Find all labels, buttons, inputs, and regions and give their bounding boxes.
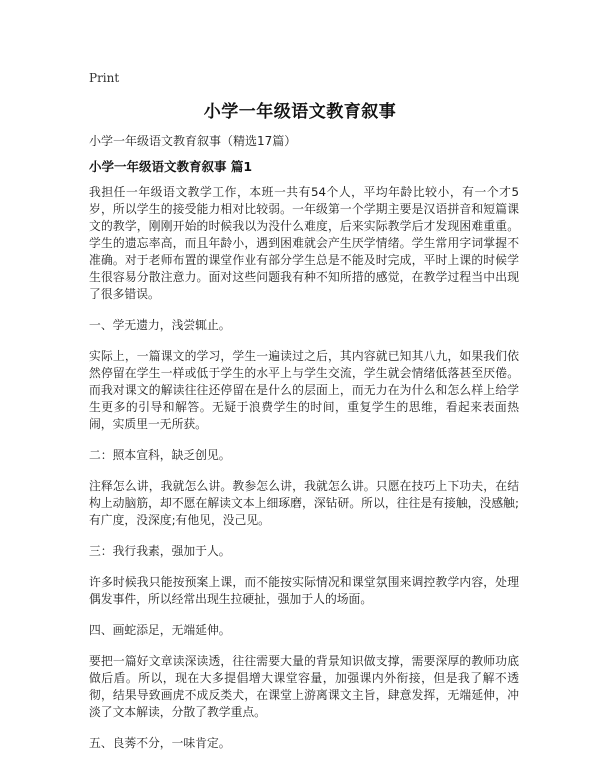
paragraph: 许多时候我只能按预案上课，而不能按实际情况和课堂氛围来调控教学内容，处理偶发事件，所以经常出现生拉硬扯，强加于人的场面。 — [89, 575, 519, 606]
paragraph-heading: 五、良莠不分，一味肯定。 — [89, 736, 231, 750]
document-title: 小学一年级语文教育叙事 — [203, 102, 397, 122]
paragraph-heading: 四、画蛇添足，无端延伸。 — [89, 623, 231, 637]
paragraph: 要把一篇好文章读深读透，往往需要大量的背景知识做支撑，需要深厚的教师功底做后盾。所以，现在大多提倡增大课堂容量，加强课内外衔接，但是我了解不透彻，结果导致画虎不成反类犬，在课堂上游离课文主旨，肆意发挥，无端延伸，冲淡了文本解读，分散了教学重点。 — [89, 654, 519, 719]
document-subtitle: 小学一年级语文教育叙事（精选17篇） — [89, 134, 297, 148]
paragraph: 我担任一年级语文教学工作，本班一共有54个人，平均年龄比较小，有一个才5岁，所以学生的接受能力相对比较弱。一年级第一个学期主要是汉语拼音和短篇课文的教学，刚刚开始的时候我以为没什么难度，后来实际教学后才发现困难重重。学生的遗忘率高，而且年龄小，遇到困难就会产生厌学情绪。学生常用字词掌握不准确。对于老师布置的课堂作业有部分学生总是不能及时完成，平时上课的时候学生很容易分散注意力。面对这些问题我有种不知所措的感觉，在教学过程当中出现了很多错误。 — [89, 185, 519, 301]
paragraph-heading: 二：照本宣科，缺乏创见。 — [89, 448, 231, 462]
paragraph: 注释怎么讲，我就怎么讲。教参怎么讲，我就怎么讲。只愿在技巧上下功夫，在结构上动脑筋，却不愿在解读文本上细琢磨，深钻研。所以，往往是有接触，没感触;有广度，没深度;有他见，没己见。 — [89, 479, 519, 527]
section-heading: 小学一年级语文教育叙事 篇1 — [89, 159, 253, 174]
paragraph: 实际上，一篇课文的学习，学生一遍读过之后，其内容就已知其八九，如果我们依然停留在学生一样或低于学生的水平上与学生交流，学生就会情绪低落甚至厌倦。而我对课文的解读往往还停留在是什么的层面上，而无力在为什么和怎么样上给学生更多的引导和解答。无疑于浪费学生的时间，重复学生的思维，看起来表面热闹，实质里一无所获。 — [89, 349, 519, 431]
document-body — [89, 184, 519, 766]
paragraph-heading: 一、学无遗力，浅尝辄止。 — [89, 318, 231, 332]
print-label[interactable]: Print — [89, 71, 120, 85]
paragraph-heading: 三：我行我素，强加于人。 — [89, 544, 231, 558]
